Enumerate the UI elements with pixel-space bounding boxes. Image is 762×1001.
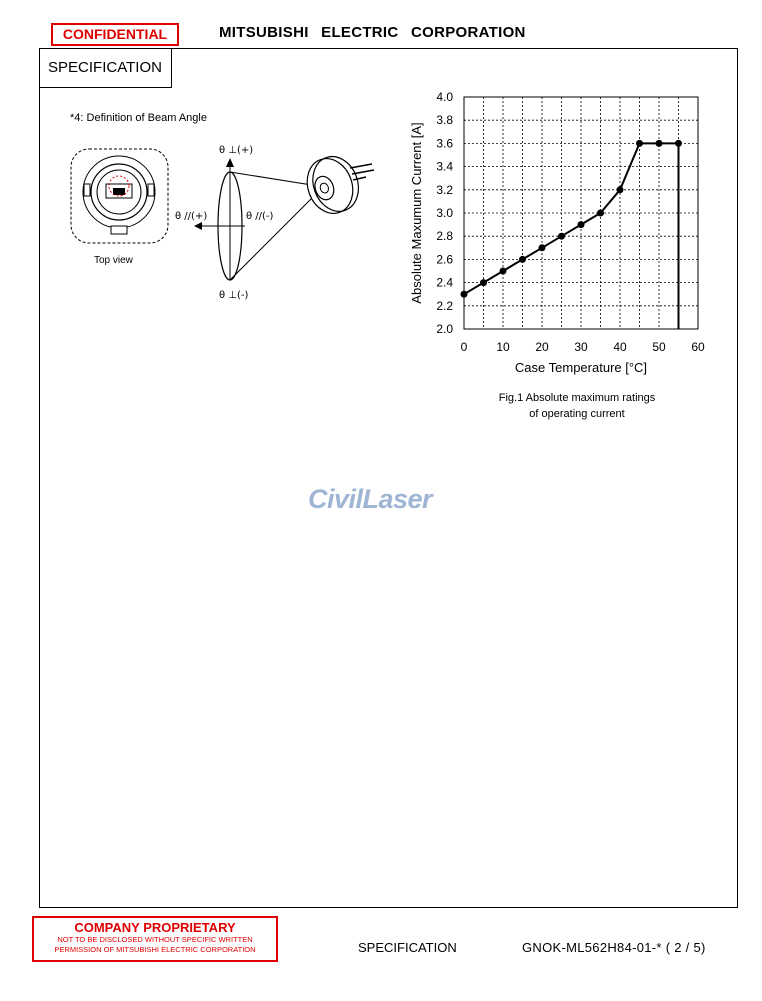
- data-point: [539, 244, 546, 251]
- x-tick-label: 60: [691, 340, 705, 354]
- theta-perp-minus-label: θ ⊥(-): [219, 290, 249, 301]
- y-tick-label: 2.2: [436, 298, 453, 313]
- chart-ticks: [436, 90, 705, 354]
- figure-caption: [470, 390, 684, 422]
- y-tick-label: 3.4: [436, 159, 453, 174]
- proprietary-line-1: NOT TO BE DISCLOSED WITHOUT SPECIFIC WRITTEN: [57, 935, 253, 944]
- y-tick-label: 3.8: [436, 113, 453, 128]
- document-id: GNOK-ML562H84-01-* ( 2 / 5): [522, 940, 706, 955]
- beam-angle-definition-label: *4: Definition of Beam Angle: [70, 112, 207, 124]
- data-point: [675, 140, 682, 147]
- y-tick-label: 3.6: [436, 136, 453, 151]
- x-tick-label: 50: [652, 340, 666, 354]
- x-tick-label: 20: [535, 340, 549, 354]
- figure-caption-line-1: Fig.1 Absolute maximum ratings: [498, 392, 656, 404]
- theta-parallel-minus-label: θ //(-): [246, 211, 274, 222]
- y-tick-label: 3.0: [436, 206, 453, 220]
- proprietary-title: COMPANY PROPRIETARY: [74, 920, 236, 935]
- figure-caption-line-2: of operating current: [529, 408, 625, 420]
- data-point: [519, 256, 526, 263]
- data-point: [480, 279, 487, 286]
- data-point: [578, 221, 585, 228]
- series-line: [464, 143, 679, 294]
- proprietary-line-2: PERMISSION OF MITSUBISHI ELECTRIC CORPORATION: [54, 945, 256, 954]
- data-point: [597, 210, 604, 217]
- footer-spec-label: SPECIFICATION: [358, 940, 457, 955]
- company-name: MITSUBISHI ELECTRIC CORPORATION: [219, 24, 526, 41]
- data-point: [656, 140, 663, 147]
- confidential-label: CONFIDENTIAL: [51, 23, 179, 46]
- watermark-logo: CivilLaser: [308, 484, 433, 514]
- y-axis-title: Absolute Maxumum Current [A]: [409, 122, 424, 304]
- theta-parallel-plus-label: θ //(+): [175, 211, 208, 222]
- theta-perp-plus-label: θ ⊥(+): [219, 145, 254, 156]
- chart-grid: [464, 97, 698, 329]
- data-point: [617, 186, 624, 193]
- section-label: SPECIFICATION: [39, 48, 172, 88]
- x-tick-label: 10: [496, 340, 510, 354]
- top-view-label: Top view: [94, 255, 133, 266]
- data-point: [461, 291, 468, 298]
- company-proprietary-notice: [32, 916, 278, 962]
- data-point: [558, 233, 565, 240]
- x-axis-title: Case Temperature [°C]: [514, 360, 648, 375]
- data-point: [500, 268, 507, 275]
- chart-points: [461, 140, 683, 298]
- x-tick-label: 40: [613, 340, 627, 354]
- current-vs-temperature-chart: [0, 0, 762, 400]
- y-tick-label: 2.4: [436, 275, 453, 290]
- x-tick-label: 30: [574, 340, 588, 354]
- data-point: [636, 140, 643, 147]
- x-tick-label: 0: [460, 340, 468, 354]
- y-tick-label: 3.2: [436, 182, 453, 197]
- y-tick-label: 2.8: [436, 229, 453, 244]
- y-tick-label: 2.0: [436, 322, 453, 336]
- y-tick-label: 2.6: [436, 252, 453, 267]
- y-tick-label: 4.0: [436, 90, 453, 104]
